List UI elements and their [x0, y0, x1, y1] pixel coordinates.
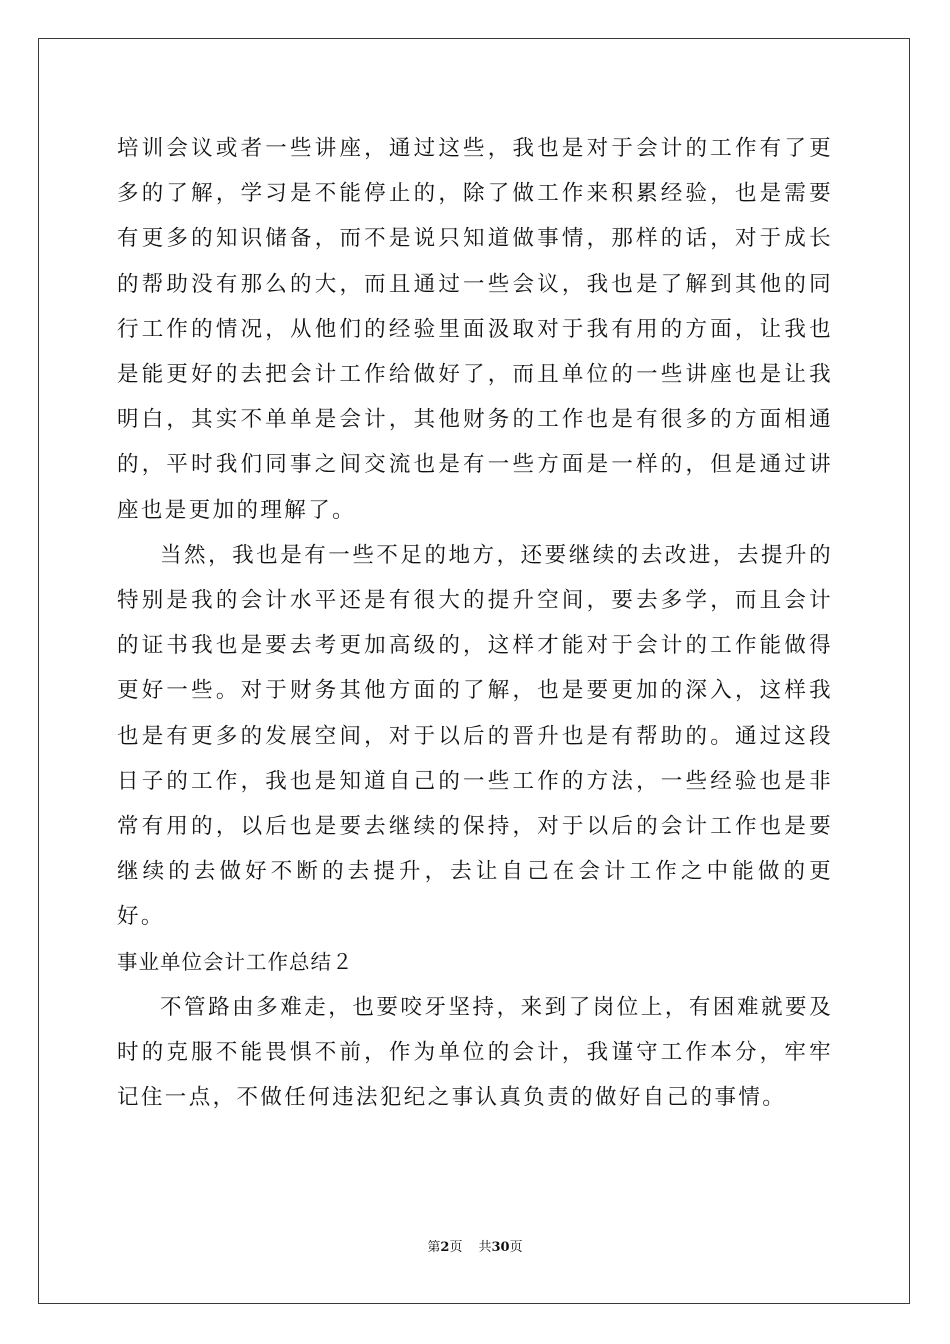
page-footer: [0, 1236, 950, 1255]
total-prefix: 共: [478, 1240, 492, 1255]
paragraph-shortcomings: 当然，我也是有一些不足的地方，还要继续的去改进，去提升的特别是我的会计水平还是有很大的提升空间，要去多学，而且会计的证书我也是要去考更加高级的，这样才能对于会计的工作能做得更好一些。对于财务其他方面的了解，也是要更加的深入，这样我也是有更多的发展空间，对于以后的晋升也是有帮助的。通过这段日子的工作，我也是知道自己的一些工作的方法，一些经验也是非常有用的，以后也是要去继续的保持，对于以后的会计工作也是要继续的去做好不断的去提升，去让自己在会计工作之中能做的更好。: [117, 542, 833, 930]
total-suffix: 页: [509, 1240, 523, 1255]
section-heading: 事业单位会计工作总结２: [117, 949, 354, 974]
paragraph-continued: 培训会议或者一些讲座，通过这些，我也是对于会计的工作有了更多的了解，学习是不能停止的，除了做工作来积累经验，也是需要有更多的知识储备，而不是说只知道做事情，那样的话，对于成长的帮助没有那么的大，而且通过一些会议，我也是了解到其他的同行工作的情况，从他们的经验里面汲取对于我有用的方面，让我也是能更好的去把会计工作给做好了，而且单位的一些讲座也是让我明白，其实不单单是会计，其他财务的工作也是有很多的方面相通的，平时我们同事之间交流也是有一些方面是一样的，但是通过讲座也是更加的理解了。: [117, 136, 833, 523]
document-body: [117, 126, 833, 1120]
paragraph-persistence: 不管路由多难走，也要咬牙坚持，来到了岗位上，有困难就要及时的克服不能畏惧不前，作为单位的会计，我谨守工作本分，牢牢记住一点，不做任何违法犯纪之事认真负责的做好自己的事情。: [117, 994, 833, 1111]
page-number: 2: [440, 1240, 450, 1255]
page-suffix: 页: [449, 1240, 463, 1255]
page-prefix: 第: [427, 1240, 441, 1255]
total-pages: 30: [491, 1240, 510, 1255]
